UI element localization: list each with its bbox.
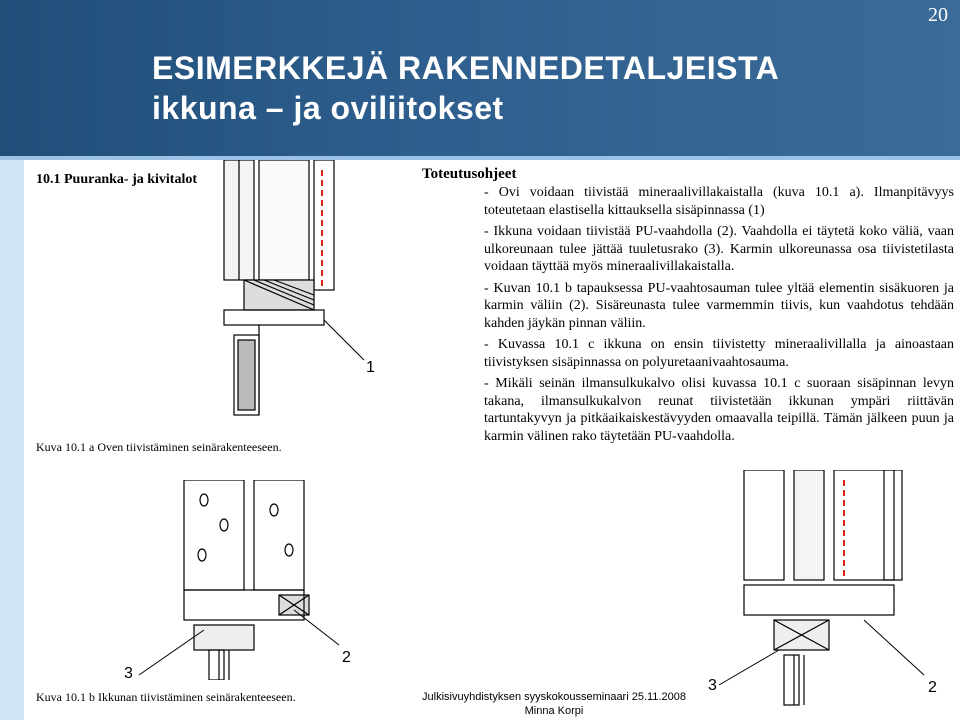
leader-line-2c xyxy=(864,620,924,675)
door-detail-drawing xyxy=(204,160,404,420)
left-stripe xyxy=(0,160,24,720)
footer-event: Julkisivuyhdistyksen syyskokousseminaari 25.11.2008 xyxy=(422,691,686,703)
callout-2c: 2 xyxy=(928,679,937,696)
instruction-item: - Kuvan 10.1 b tapauksessa PU-vaahtosauman tulee yltää elementin sisäkuoren ja karmin väliin (2). Sisäreunasta tulee varmemmin tiivis, kun vaahdotus tehdään kahden jäykän pinnan väliin. xyxy=(484,280,954,331)
instructions-panel xyxy=(414,160,960,720)
leader-line-1 xyxy=(324,320,364,360)
section-title: 10.1 Puuranka- ja kivitalot xyxy=(36,172,198,187)
slide-title-line1: ESIMERKKEJÄ RAKENNEDETALJEISTA xyxy=(152,50,780,86)
window-wall-section xyxy=(184,480,309,680)
instructions-list xyxy=(484,184,954,449)
slide-title xyxy=(152,48,852,128)
instruction-item: - Ovi voidaan tiivistää mineraalivillakaistalla (kuva 10.1 a). Ilmanpitävyys toteutetaan elastisella kittauksella sisäpinnassa (1) xyxy=(484,185,954,218)
footer-author: Minna Korpi xyxy=(524,705,584,717)
callout-3: 3 xyxy=(124,665,133,680)
footer xyxy=(414,690,694,718)
figure-b-caption: Kuva 10.1 b Ikkunan tiivistäminen seinärakenteeseen. xyxy=(36,690,296,704)
slide-number: 20 xyxy=(928,4,948,26)
callout-1: 1 xyxy=(366,359,375,376)
window-detail-drawing-c xyxy=(684,470,954,710)
leader-line-3 xyxy=(139,630,204,675)
slide-title-line2: ikkuna – ja oviliitokset xyxy=(152,90,504,126)
window-c-wall-section xyxy=(744,470,902,705)
leader-line-2 xyxy=(294,610,339,645)
window-detail-drawing xyxy=(84,480,404,680)
callout-2: 2 xyxy=(342,649,351,666)
callout-3c: 3 xyxy=(708,677,717,694)
figure-a-caption: Kuva 10.1 a Oven tiivistäminen seinärakenteeseen. xyxy=(36,440,282,454)
leader-line-3c xyxy=(719,650,779,685)
instruction-item: - Ikkuna voidaan tiivistää PU-vaahdolla (2). Vaahdolla ei täytetä koko väliä, vaan ulkoreunaan tulee jättää tuuletusrako (3). Karmin ulkoreunassa osa tiivistetilasta voidaan täyttää myös mineraalivillakaistalla. xyxy=(484,224,954,274)
figure-panel-left xyxy=(24,160,414,720)
door-wall-section xyxy=(224,160,334,415)
instruction-item: - Kuvassa 10.1 c ikkuna on ensin tiivistetty mineraalivillalla ja ainoastaan tiivistyksen sisäpinnassa on polyuretaanivaahtosauma. xyxy=(484,337,954,370)
instruction-item: - Mikäli seinän ilmansulkukalvo olisi kuvassa 10.1 c suoraan sisäpinnan levyn takana, ilmansulkukalvon reunat tiivistetään ikkunan ympäri riittävän tartuntakyvyn ja pitkäaikaiskestävyyden omaavalla teipillä. Tämän jälkeen puun ja karmin välinen rako täytetään PU-vaahdolla. xyxy=(484,376,954,444)
instructions-heading: Toteutusohjeet xyxy=(422,166,517,182)
